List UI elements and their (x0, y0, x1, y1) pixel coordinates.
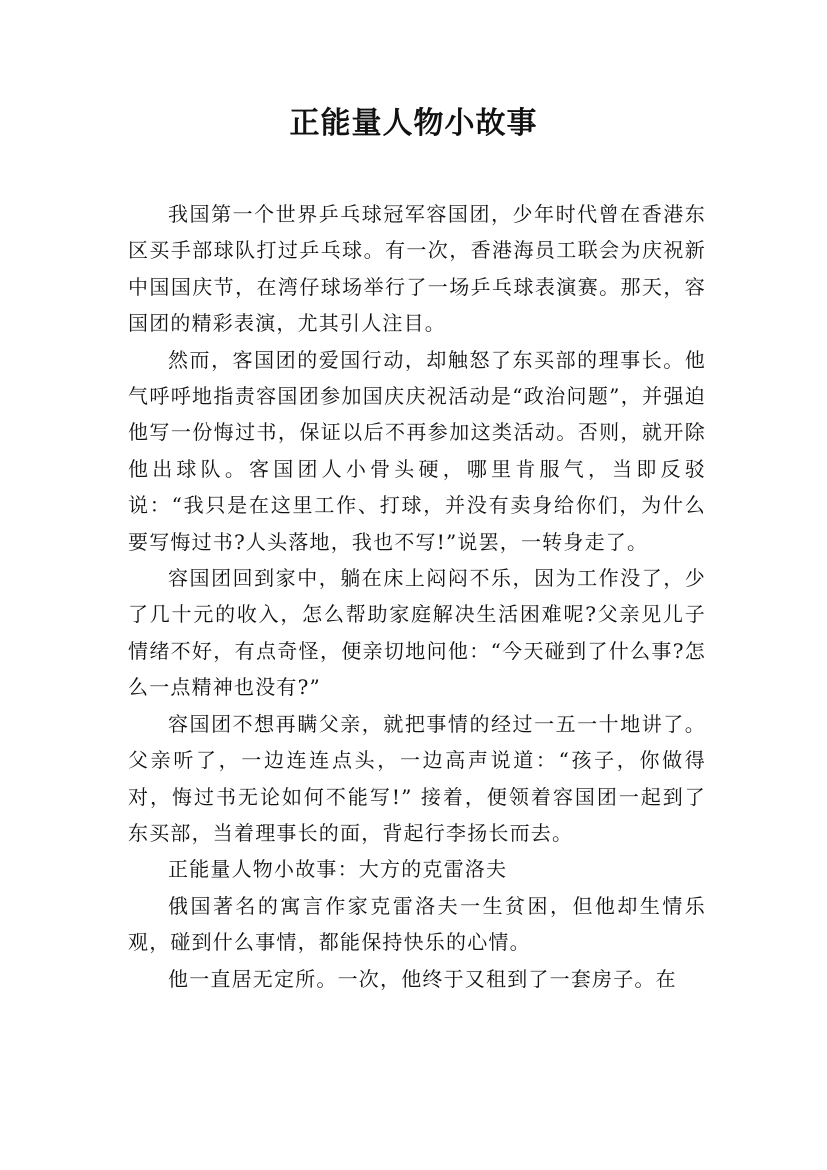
paragraph: 容国团回到家中，躺在床上闷闷不乐，因为工作没了，少了几十元的收入，怎么帮助家庭解决生活困难呢?父亲见儿子情绪不好，有点奇怪，便亲切地问他：“今天碰到了什么事?怎么一点精神也没有?” (128, 566, 706, 700)
paragraph: 然而，客国团的爱国行动，却触怒了东买部的理事长。他气呼呼地指责容国团参加国庆庆祝活动是“政治问题”，并强迫他写一份悔过书，保证以后不再参加这类活动。否则，就开除他出球队。客国团人小骨头硬，哪里肯服气，当即反驳说：“我只是在这里工作、打球，并没有卖身给你们，为什么要写悔过书?人头落地，我也不写!”说罢，一转身走了。 (128, 347, 706, 554)
paragraph: 俄国著名的寓言作家克雷洛夫一生贫困，但他却生情乐观，碰到什么事情，都能保持快乐的心情。 (128, 893, 706, 955)
document-title: 正能量人物小故事 (289, 106, 538, 141)
paragraph: 他一直居无定所。一次，他终于又租到了一套房子。在 (168, 966, 677, 991)
section-subheading: 正能量人物小故事：大方的克雷洛夫 (168, 857, 508, 882)
paragraph: 我国第一个世界乒乓球冠军容国团，少年时代曾在香港东区买手部球队打过乒乓球。有一次，香港海员工联会为庆祝新中国国庆节，在湾仔球场举行了一场乒乓球表演赛。那天，容国团的精彩表演，尤其引人注目。 (128, 202, 706, 336)
paragraph: 容国团不想再瞒父亲，就把事情的经过一五一十地讲了。父亲听了，一边连连点头，一边高声说道：“孩子，你做得对，悔过书无论如何不能写!” 接着，便领着容国团一起到了东买部，当着理事长的面，背起行李扬长而去。 (128, 711, 706, 845)
document-body (128, 196, 706, 997)
